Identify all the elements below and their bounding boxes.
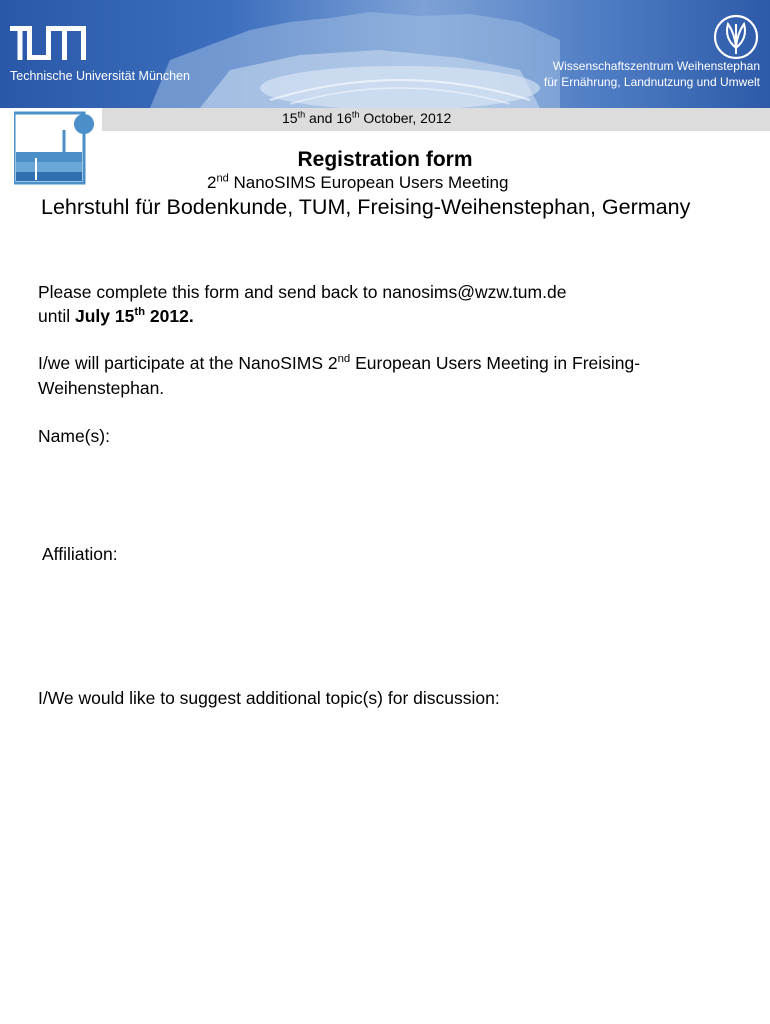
event-dates: 15th and 16th October, 2012 [282,109,452,126]
wzw-name-line1: Wissenschaftszentrum Weihenstephan [552,59,760,73]
host-location: Lehrstuhl für Bodenkunde, TUM, Freising-Weihenstephan, Germany [41,195,691,219]
names-label: Name(s): [38,426,110,446]
tum-logo [10,26,86,60]
campus-panorama-image [0,0,770,108]
wzw-seal-logo [713,14,759,60]
meeting-subtitle: 2nd NanoSIMS European Users Meeting [207,172,509,192]
header-banner [0,0,770,108]
instructions-deadline: until July 15th 2012. [38,306,194,326]
participation-statement-line2: Weihenstephan. [38,378,165,398]
topics-label: I/We would like to suggest additional topic(s) for discussion: [38,688,500,708]
form-title: Registration form [297,148,473,171]
instructions-line1: Please complete this form and send back to nanosims@wzw.tum.de [38,282,567,302]
university-name: Technische Universität München [10,69,190,83]
wzw-name-line2: für Ernährung, Landnutzung und Umwelt [543,75,760,89]
affiliation-label: Affiliation: [42,544,118,564]
participation-statement: I/we will participate at the NanoSIMS 2nd European Users Meeting in Freising- [38,353,641,373]
